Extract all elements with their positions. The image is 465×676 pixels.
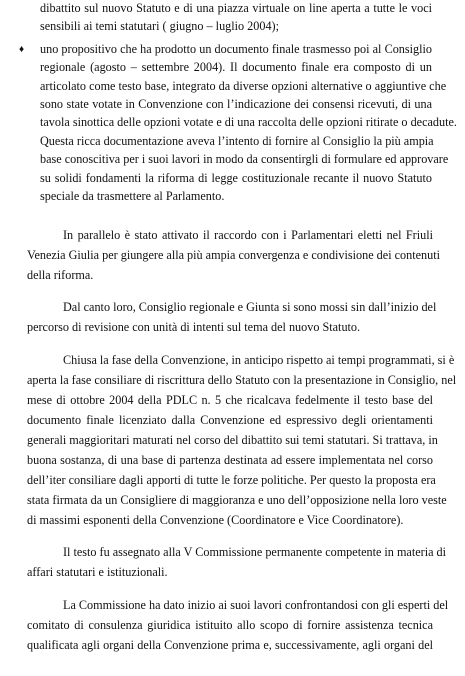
paragraph-3-line: documento finale licenziato dalla Convenzione ed espressivo degli orientamenti [27,413,433,427]
paragraph-3-line: aperta la fase consiliare di riscrittura dello Statuto con la presentazione in Consiglio, nel [27,373,457,387]
paragraph-3-line: mese di ottobre 2004 della PDLC n. 5 che ricalcava fedelmente il testo base del [27,393,433,407]
paragraph-4-line: affari statutari e istituzionali. [27,565,168,579]
bullet-2-line: articolato come testo base, integrato da diverse opzioni alternative o aggiuntive che [40,79,447,93]
bullet-2-line: tavola sinottica delle opzioni votate e di una raccolta delle opzioni ritirate o decadute. [40,115,457,129]
paragraph-5-line: qualificata agli organi della Convenzione prima e, successivamente, agli organi del [27,638,433,652]
paragraph-1-line: In parallelo è stato attivato il raccordo con i Parlamentari eletti nel Friuli [63,228,433,242]
bullet-2-line: speciale da trasmettere al Parlamento. [40,189,225,203]
paragraph-1-line: Venezia Giulia per giungere alla più ampia convergenza e condivisione dei contenuti [27,248,440,262]
paragraph-3-line: buona sostanza, di una base di partenza destinata ad essere implementata nel corso [27,453,433,467]
bullet-2-line: su solidi fondamenti la riforma di legge costituzionale recante il nuovo Statuto [40,171,432,185]
paragraph-2-line: Dal canto loro, Consiglio regionale e Giunta si sono mossi sin dall’inizio del [63,300,437,314]
bullet-1-line: dibattito sul nuovo Statuto e di una piazza virtuale on line aperta a tutte le voci [40,1,432,15]
paragraph-1-line: della riforma. [27,268,94,282]
bullet-2-line: regionale (agosto – settembre 2004). Il documento finale era composto di un [40,60,432,74]
paragraph-2-line: percorso di revisione con unità di intenti sul tema del nuovo Statuto. [27,320,361,334]
paragraph-5-line: comitato di consulenza giuridica istituito allo scopo di fornire assistenza tecnica [27,618,433,632]
bullet-2-line: base conoscitiva per i suoi lavori in modo da consentirgli di formulare ed approvare [40,152,449,166]
paragraph-3-line: stata firmata da un Consigliere di maggioranza e uno dell’opposizione nella loro veste [27,493,447,507]
paragraph-5-line: La Commissione ha dato inizio ai suoi lavori confrontandosi con gli esperti del [63,598,449,612]
paragraph-3-line: generali maggioritari maturati nel corso del dibattito sui temi statutari. Si trattava, in [27,433,438,447]
paragraph-3-line: Chiusa la fase della Convenzione, in anticipo rispetto ai tempi programmati, si è [63,353,455,367]
bullet-2-line: uno propositivo che ha prodotto un documento finale trasmesso poi al Consiglio [40,42,432,56]
bullet-2-line: sono state votate in Convenzione con l’indicazione dei consensi ricevuti, di una [40,97,432,111]
paragraph-3-line: di massimi esponenti della Convenzione (Coordinatore e Vice Coordinatore). [27,513,404,527]
bullet-diamond-icon: ♦ [19,44,25,55]
bullet-1-line: sensibili ai temi statutari ( giugno – luglio 2004); [40,19,279,33]
paragraph-4-line: Il testo fu assegnato alla V Commissione permanente competente in materia di [63,545,447,559]
paragraph-3-line: dell’iter consiliare dagli apporti di tutte le forze politiche. Per questo la proposta era [27,473,436,487]
bullet-2-line: Questa ricca documentazione aveva l’intento di fornire al Consiglio la più ampia [40,134,434,148]
